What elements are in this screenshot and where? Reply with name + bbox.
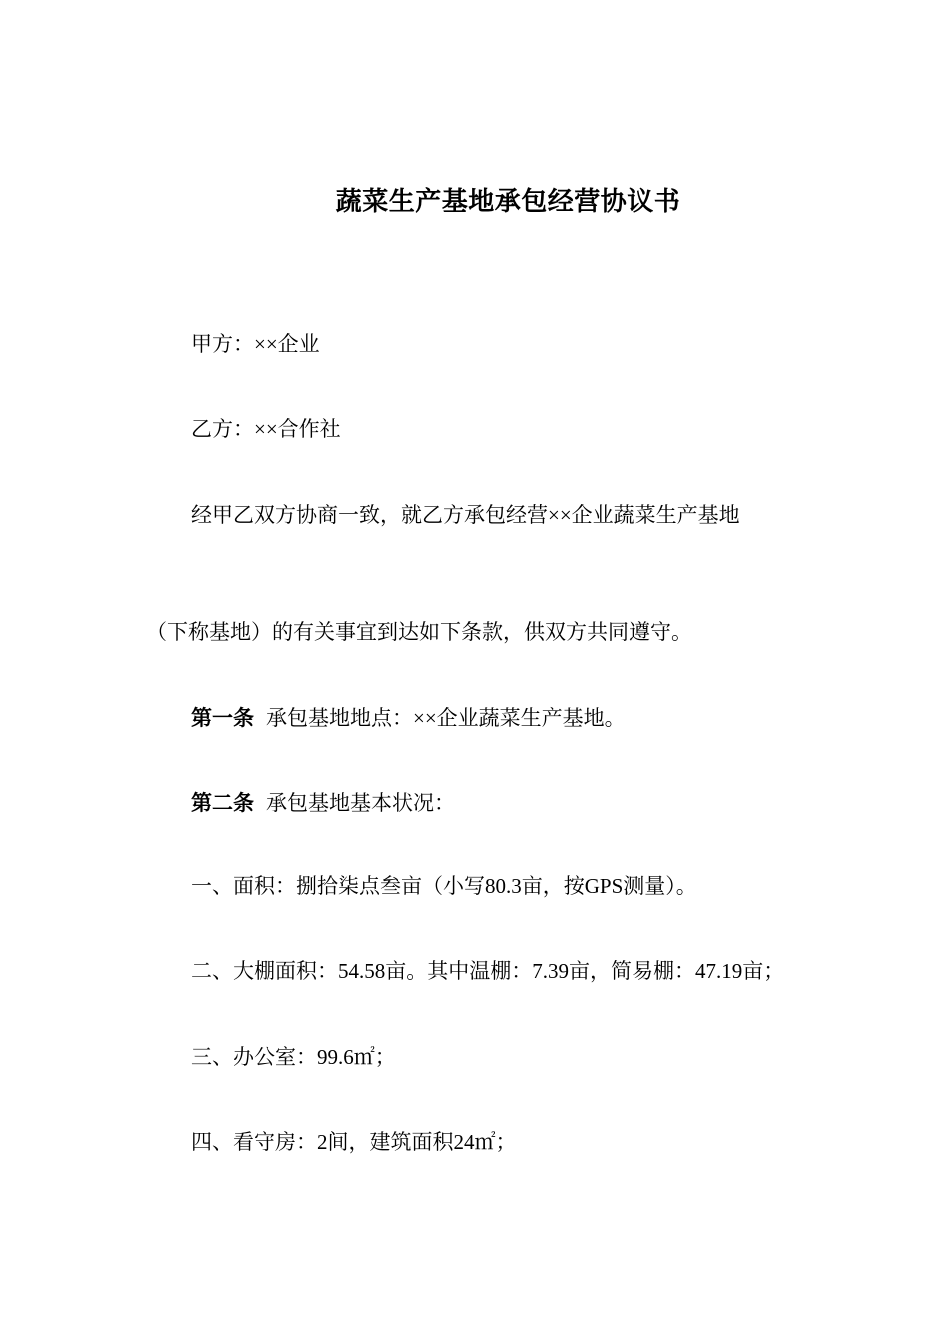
article-2 <box>191 789 455 817</box>
item-area: 一、面积：捌拾柒点叁亩（小写80.3亩，按GPS测量）。 <box>191 874 697 898</box>
article-1-text: 承包基地地点：××企业蔬菜生产基地。 <box>266 706 626 730</box>
party-a-line: 甲方：××企业 <box>191 332 320 356</box>
article-1-heading: 第一条 <box>191 706 254 730</box>
document-title: 蔬菜生产基地承包经营协议书 <box>335 187 681 216</box>
party-b-line: 乙方：××合作社 <box>191 417 341 441</box>
intro-paragraph-line-1: 经甲乙双方协商一致，就乙方承包经营××企业蔬菜生产基地 <box>191 503 740 527</box>
item-greenhouse-area: 二、大棚面积：54.58亩。其中温棚：7.39亩，简易棚：47.19亩； <box>191 959 785 983</box>
article-1 <box>191 704 626 732</box>
article-2-heading: 第二条 <box>191 791 254 815</box>
intro-paragraph-line-2: （下称基地）的有关事宜到达如下条款，供双方共同遵守。 <box>146 620 692 644</box>
item-office: 三、办公室：99.6㎡； <box>191 1045 396 1069</box>
article-2-text: 承包基地基本状况： <box>266 791 455 815</box>
item-guard-house: 四、看守房：2间，建筑面积24㎡； <box>191 1130 517 1154</box>
